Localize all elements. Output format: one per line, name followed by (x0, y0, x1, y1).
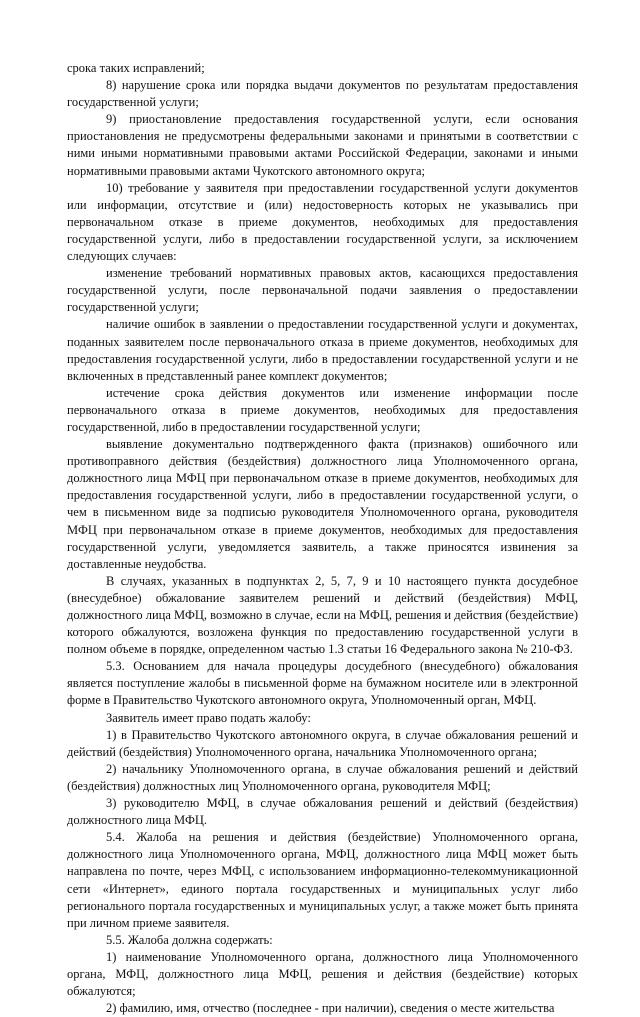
paragraph: 5.3. Основанием для начала процедуры досудебного (внесудебного) обжалования является поступление жалобы в письменной форме на бумажном носителе или в электронной форме в Правительство Чукотского автономного округа, Уполномоченный орган, МФЦ. (67, 659, 578, 708)
paragraph: 10) требование у заявителя при предоставлении государственной услуги документов или информации, отсутствие и (или) недостоверность которых не указывались при первоначальном отказе в приеме документов, необходимых для предоставления государственной услуги, либо в предоставлении государственной услуги, за исключением следующих случаев: (67, 180, 578, 264)
paragraph: 5.5. Жалоба должна содержать: (106, 932, 273, 947)
document-page (67, 60, 578, 1017)
paragraph: Заявитель имеет право подать жалобу: (106, 710, 311, 725)
paragraph: 9) приостановление предоставления государственной услуги, если основания приостановления не предусмотрены федеральными законами и принятыми в соответствии с ними иными нормативными правовыми актами Российской Федерации, законами и иными нормативными правовыми актами Чукотского автономного округа; (67, 112, 578, 178)
paragraph: В случаях, указанных в подпунктах 2, 5, 7, 9 и 10 настоящего пункта досудебное (внесудебное) обжалование заявителем решений и действий (бездействия) МФЦ, должностного лица МФЦ, возможно в случае, если на МФЦ, решения и действия (бездействие) которого обжалуются, возложена функция по предоставлению государственной услуги в полном объеме в порядке, определенном частью 1.3 статьи 16 Федерального закона № 210-ФЗ. (67, 573, 578, 657)
paragraph: 5.4. Жалоба на решения и действия (бездействие) Уполномоченного органа, должностного лица Уполномоченного органа, МФЦ, должностного лица МФЦ может быть направлена по почте, через МФЦ, с использованием информационно-телекоммуникационной сети «Интернет», единого портала государственных и муниципальных услуг либо регионального портала государственных и муниципальных услуг, а также может быть принята при личном приеме заявителя. (67, 830, 578, 930)
paragraph: 3) руководителю МФЦ, в случае обжалования решений и действий (бездействия) должностного лица МФЦ. (67, 796, 578, 828)
paragraph: изменение требований нормативных правовых актов, касающихся предоставления государственной услуги, после первоначальной подачи заявления о предоставлении государственной услуги; (67, 266, 578, 315)
paragraph: истечение срока действия документов или изменение информации после первоначального отказа в приеме документов, необходимых для предоставления государственной, либо в предоставлении государственной услуги; (67, 385, 578, 434)
paragraph: наличие ошибок в заявлении о предоставлении государственной услуги и документах, поданных заявителем после первоначального отказа в приеме документов, необходимых для предоставления государственной услуги, либо в предоставлении государственной услуги и не включенных в представленный ранее комплект документов; (67, 317, 578, 383)
paragraph: выявление документально подтвержденного факта (признаков) ошибочного или противоправного действия (бездействия) должностного лица Уполномоченного органа, должностного лица МФЦ при первоначальном отказе в приеме документов, необходимых для предоставления государственной услуги, либо в предоставлении государственной услуги, о чем в письменном виде за подписью руководителя Уполномоченного органа, руководителя МФЦ при первоначальном отказе в приеме документов, необходимых для предоставления государственной услуги, уведомляется заявитель, а также приносятся извинения за доставленные неудобства. (67, 437, 578, 571)
paragraph: 2) фамилию, имя, отчество (последнее - при наличии), сведения о месте жительства (106, 1001, 555, 1016)
paragraph: 2) начальнику Уполномоченного органа, в случае обжалования решений и действий (бездействия) должностных лиц Уполномоченного органа, руководителя МФЦ; (67, 761, 578, 793)
paragraph: срока таких исправлений; (67, 61, 205, 75)
paragraph: 1) наименование Уполномоченного органа, должностного лица Уполномоченного органа, МФЦ, должностного лица МФЦ, решения и действия (бездействие) которых обжалуются; (67, 949, 578, 999)
paragraph: 8) нарушение срока или порядка выдачи документов по результатам предоставления государственной услуги; (67, 78, 578, 110)
paragraph: 1) в Правительство Чукотского автономного округа, в случае обжалования решений и действий (бездействия) Уполномоченного органа, начальника Уполномоченного органа; (67, 727, 578, 759)
